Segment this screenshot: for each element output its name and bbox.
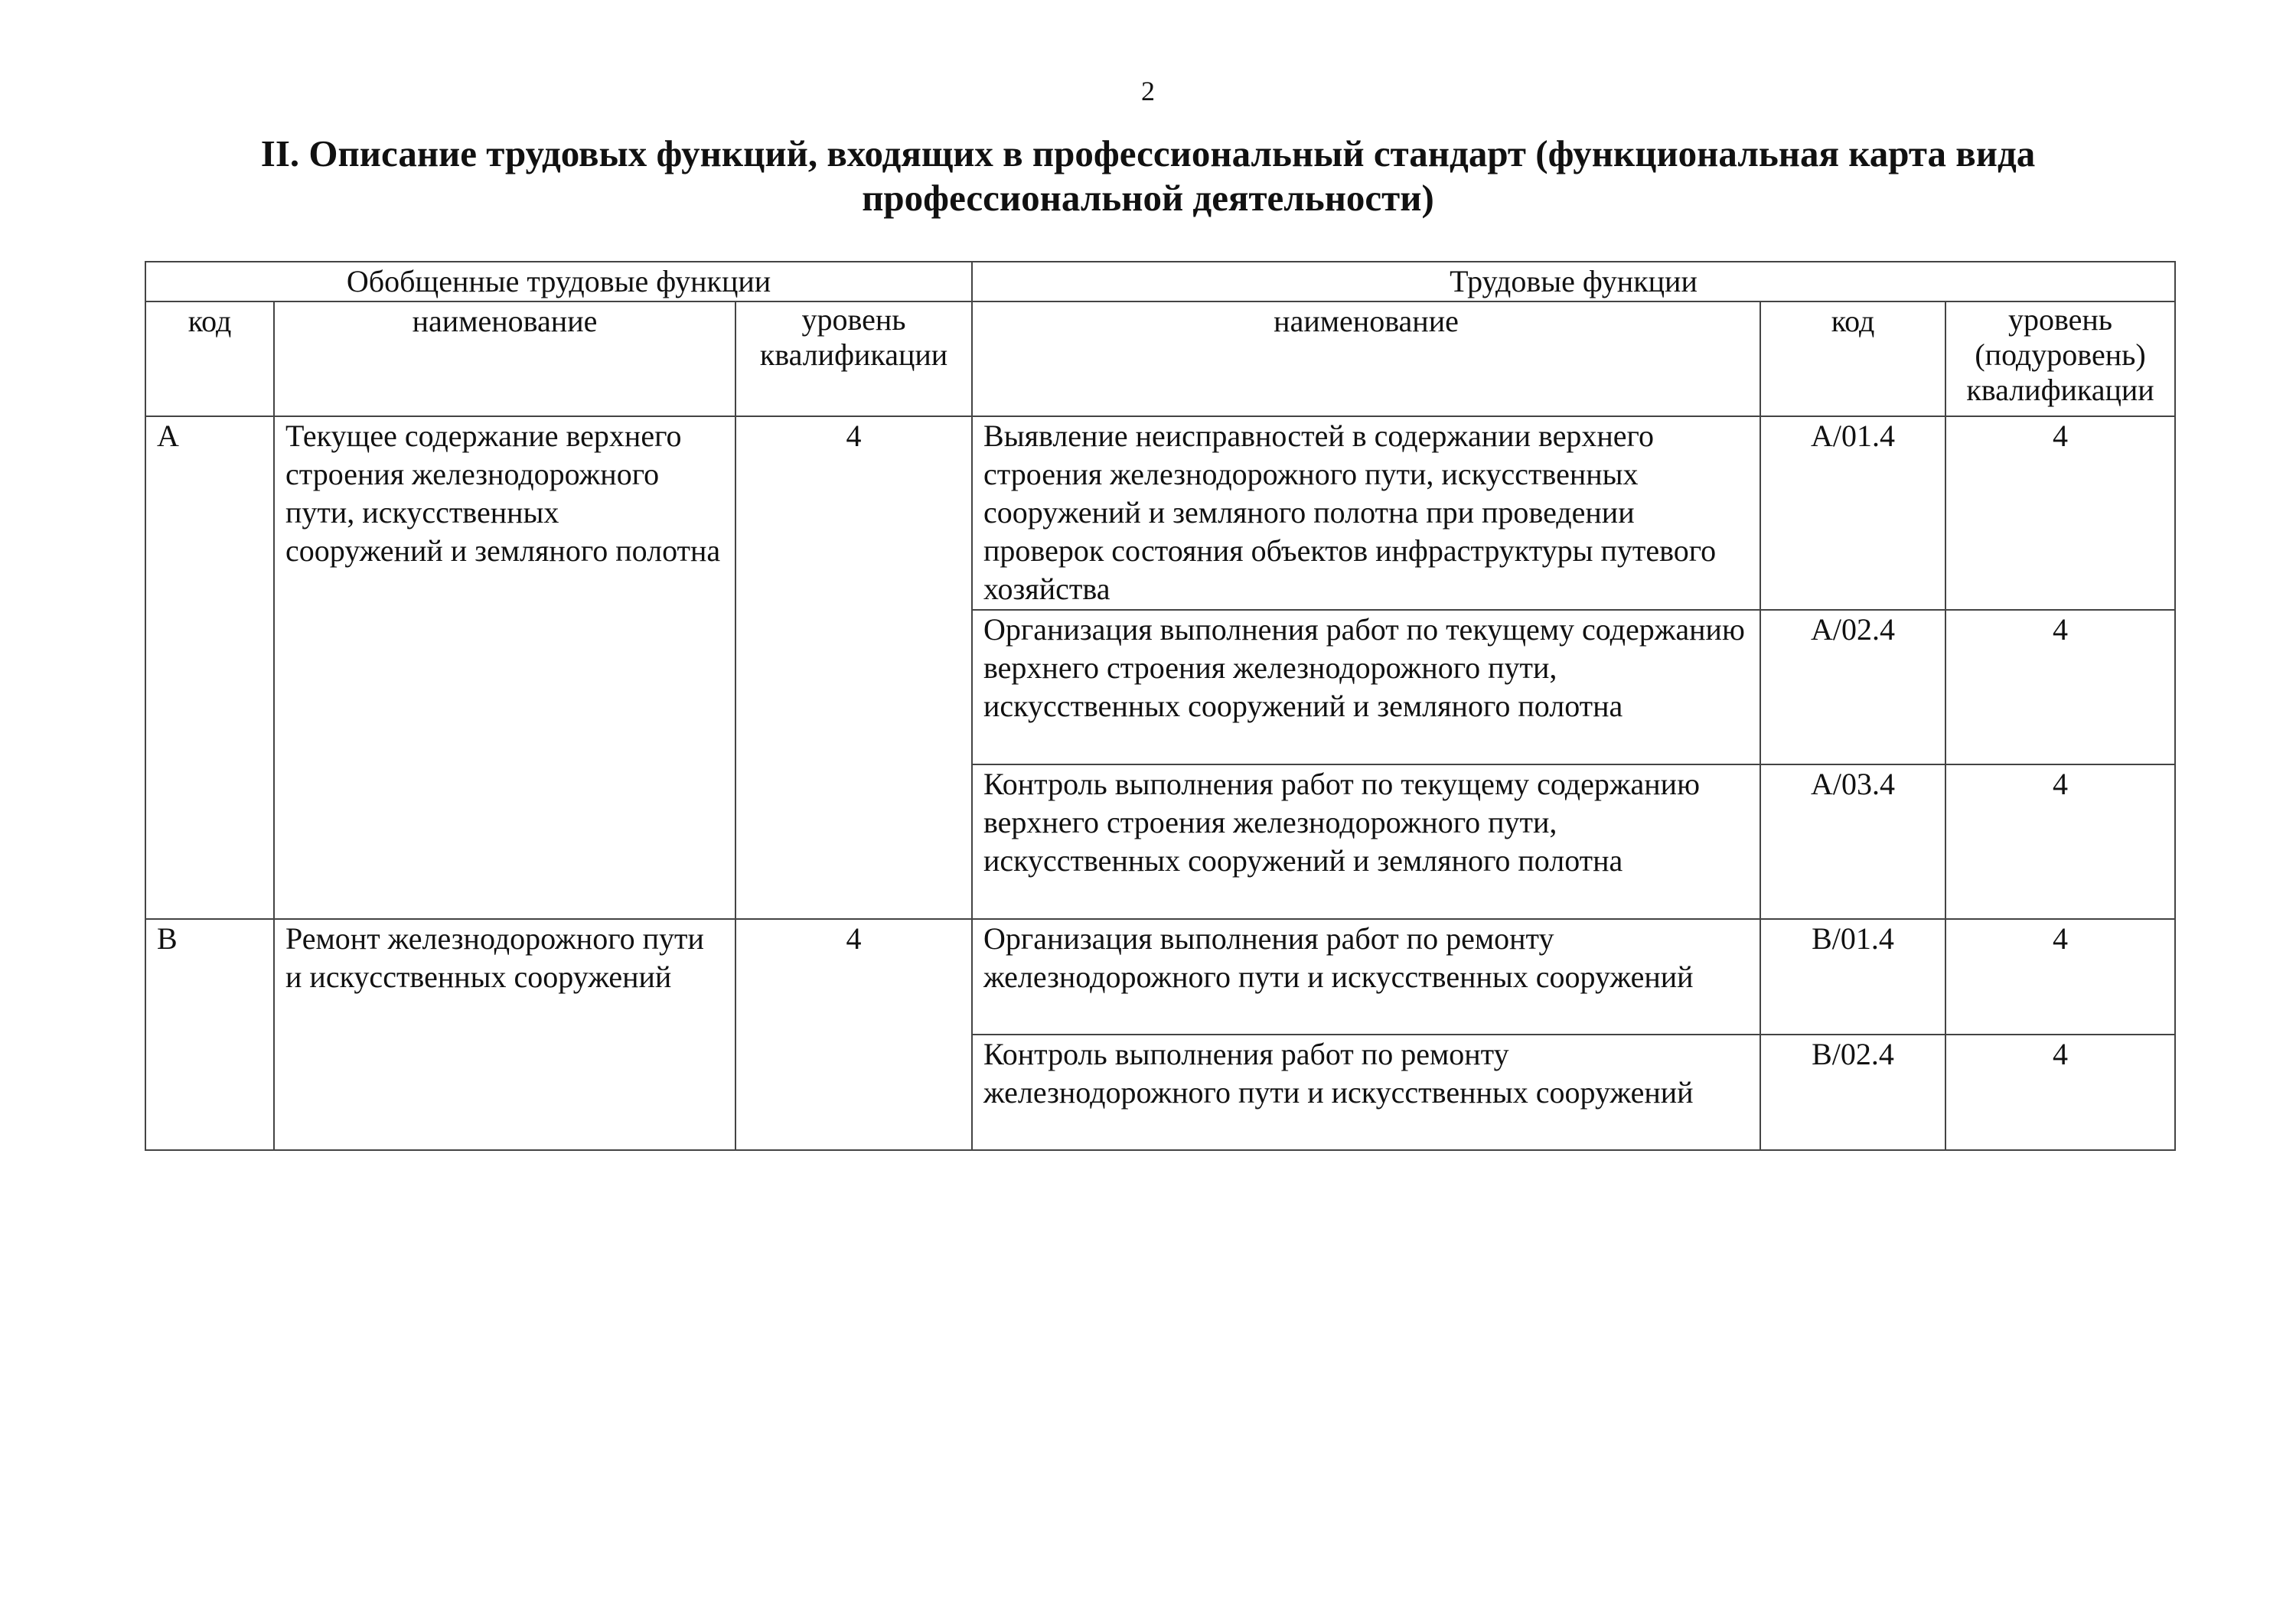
gen-name-b: Ремонт железнодорожного пути и искусственных сооружений xyxy=(274,919,735,1150)
column-header-row xyxy=(145,301,2175,416)
gen-code-a: A xyxy=(145,416,274,919)
gen-name-a: Текущее содержание верхнего строения железнодорожного пути, искусственных сооружений и земляного полотна xyxy=(274,416,735,919)
gen-code-b: B xyxy=(145,919,274,1150)
header-gen-level: уровень квалификации xyxy=(735,301,972,416)
func-code-b01: B/01.4 xyxy=(1760,919,1945,1035)
functional-map-table xyxy=(145,261,2176,1151)
func-name-a03: Контроль выполнения работ по текущему содержанию верхнего строения железнодорожного пути, искусственных сооружений и земляного полотна xyxy=(972,764,1760,919)
gen-level-b: 4 xyxy=(735,919,972,1150)
func-code-b02: B/02.4 xyxy=(1760,1035,1945,1150)
group-header-row xyxy=(145,262,2175,301)
func-name-a01: Выявление неисправностей в содержании верхнего строения железнодорожного пути, искусственных сооружений и земляного полотна при проведении проверок состояния объектов инфраструктуры путевого хозяйства xyxy=(972,416,1760,610)
func-name-b01: Организация выполнения работ по ремонту железнодорожного пути и искусственных сооружений xyxy=(972,919,1760,1035)
func-name-b02: Контроль выполнения работ по ремонту железнодорожного пути и искусственных сооружений xyxy=(972,1035,1760,1150)
func-code-a02: A/02.4 xyxy=(1760,610,1945,764)
page-number: 2 xyxy=(1141,76,1155,106)
func-level-a01: 4 xyxy=(1945,416,2175,610)
table-row xyxy=(145,416,2175,610)
table-row xyxy=(145,919,2175,1035)
header-func-level: уровень (подуровень) квалификации xyxy=(1945,301,2175,416)
header-gen-code: код xyxy=(145,301,274,416)
func-level-b02: 4 xyxy=(1945,1035,2175,1150)
func-level-a03: 4 xyxy=(1945,764,2175,919)
header-func-name: наименование xyxy=(972,301,1760,416)
header-gen-name: наименование xyxy=(274,301,735,416)
header-generalized-functions: Обобщенные трудовые функции xyxy=(145,262,972,301)
func-level-b01: 4 xyxy=(1945,919,2175,1035)
func-code-a03: A/03.4 xyxy=(1760,764,1945,919)
func-level-a02: 4 xyxy=(1945,610,2175,764)
section-title: II. Описание трудовых функций, входящих в профессиональный стандарт (функциональная карта вида профессиональной деятельности) xyxy=(260,132,2036,219)
func-name-a02: Организация выполнения работ по текущему содержанию верхнего строения железнодорожного пути, искусственных сооружений и земляного полотна xyxy=(972,610,1760,764)
gen-level-a: 4 xyxy=(735,416,972,919)
func-code-a01: A/01.4 xyxy=(1760,416,1945,610)
header-func-code: код xyxy=(1760,301,1945,416)
header-labor-functions: Трудовые функции xyxy=(972,262,2175,301)
